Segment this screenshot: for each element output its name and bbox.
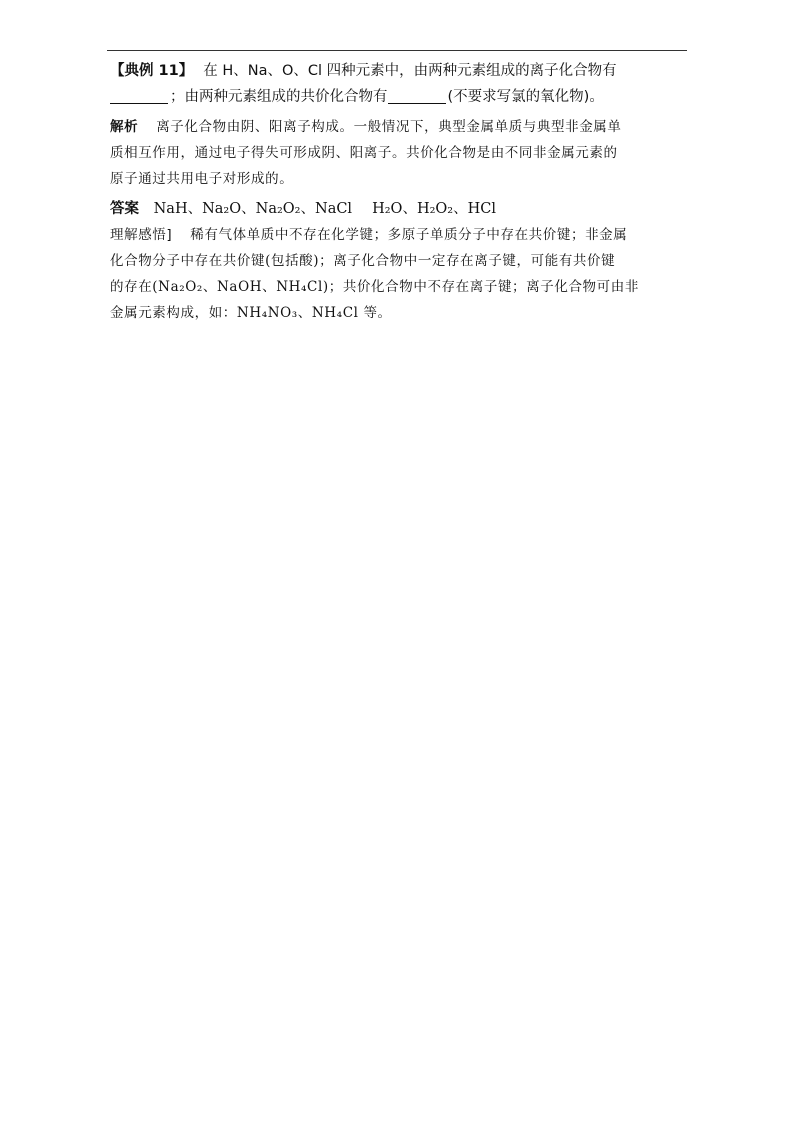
analysis-text-2: 质相互作用，通过电子得失可形成阴、阳离子。共价化合物是由不同非金属元素的 <box>110 145 618 161</box>
answer-label: 答案 <box>110 201 139 217</box>
analysis-line-2 <box>110 140 686 166</box>
insight-formula-example: NH₄NO₃、NH₄Cl <box>236 305 359 321</box>
insight-text-4c: 等。 <box>358 305 392 321</box>
analysis-text-1: 离子化合物由阴、阳离子构成。一般情况下，典型金属单质与典型非金属单 <box>156 119 622 135</box>
question-text-2b: (不要求写氯的氧化物)。 <box>447 89 604 105</box>
insight-text-1: 稀有气体单质中不存在化学键；多原子单质分子中存在共价键；非金属 <box>190 227 628 243</box>
answer-ionic-2: Na₂O₂ <box>255 201 301 217</box>
example-question-line-2 <box>110 84 686 110</box>
analysis-text-3: 原子通过共用电子对形成的。 <box>110 171 294 187</box>
analysis-line-3 <box>110 166 686 192</box>
insight-line-4 <box>110 300 686 326</box>
example-question-line-1 <box>110 58 686 84</box>
answer-ionic-1: Na₂O <box>202 201 242 217</box>
insight-label: 理解感悟] <box>110 227 173 243</box>
insight-line-2 <box>110 248 686 274</box>
analysis-label: 解析 <box>110 119 139 135</box>
document-body <box>110 58 686 326</box>
question-text-2a: ；由两种元素组成的共价化合物有 <box>170 89 388 105</box>
analysis-line-1 <box>110 114 686 140</box>
answer-ionic-3: NaCl <box>315 201 353 217</box>
answer-line: 答案 NaH、Na₂O、Na₂O₂、NaCl H₂O、H₂O₂、HCl <box>110 201 496 217</box>
insight-text-2: 化合物分子中存在共价键(包括酸)；离子化合物中一定存在离子键，可能有共价键 <box>110 253 616 269</box>
header-rule <box>107 50 687 51</box>
answer-blank-covalent[interactable] <box>388 87 446 104</box>
answer-blank-ionic[interactable] <box>110 87 168 104</box>
insight-line-1 <box>110 222 686 248</box>
answer-covalent-2: HCl <box>467 201 496 217</box>
insight-text-3c: )；共价化合物中不存在离子键；离子化合物可由非 <box>322 279 639 295</box>
answer-covalent-1: H₂O₂ <box>416 201 454 217</box>
question-text-1: 在 H、Na、O、Cl 四种元素中，由两种元素组成的离子化合物有 <box>203 63 617 79</box>
insight-formula-list: Na₂O₂、NaOH、NH₄Cl <box>158 279 323 295</box>
example-tag: 【典例 11】 <box>110 63 194 79</box>
insight-line-3 <box>110 274 686 300</box>
answer-ionic-0: NaH <box>153 201 188 217</box>
insight-text-3a: 的存在( <box>110 279 159 295</box>
insight-text-4a: 金属元素构成，如： <box>110 305 237 321</box>
answer-covalent-0: H₂O <box>372 201 403 217</box>
